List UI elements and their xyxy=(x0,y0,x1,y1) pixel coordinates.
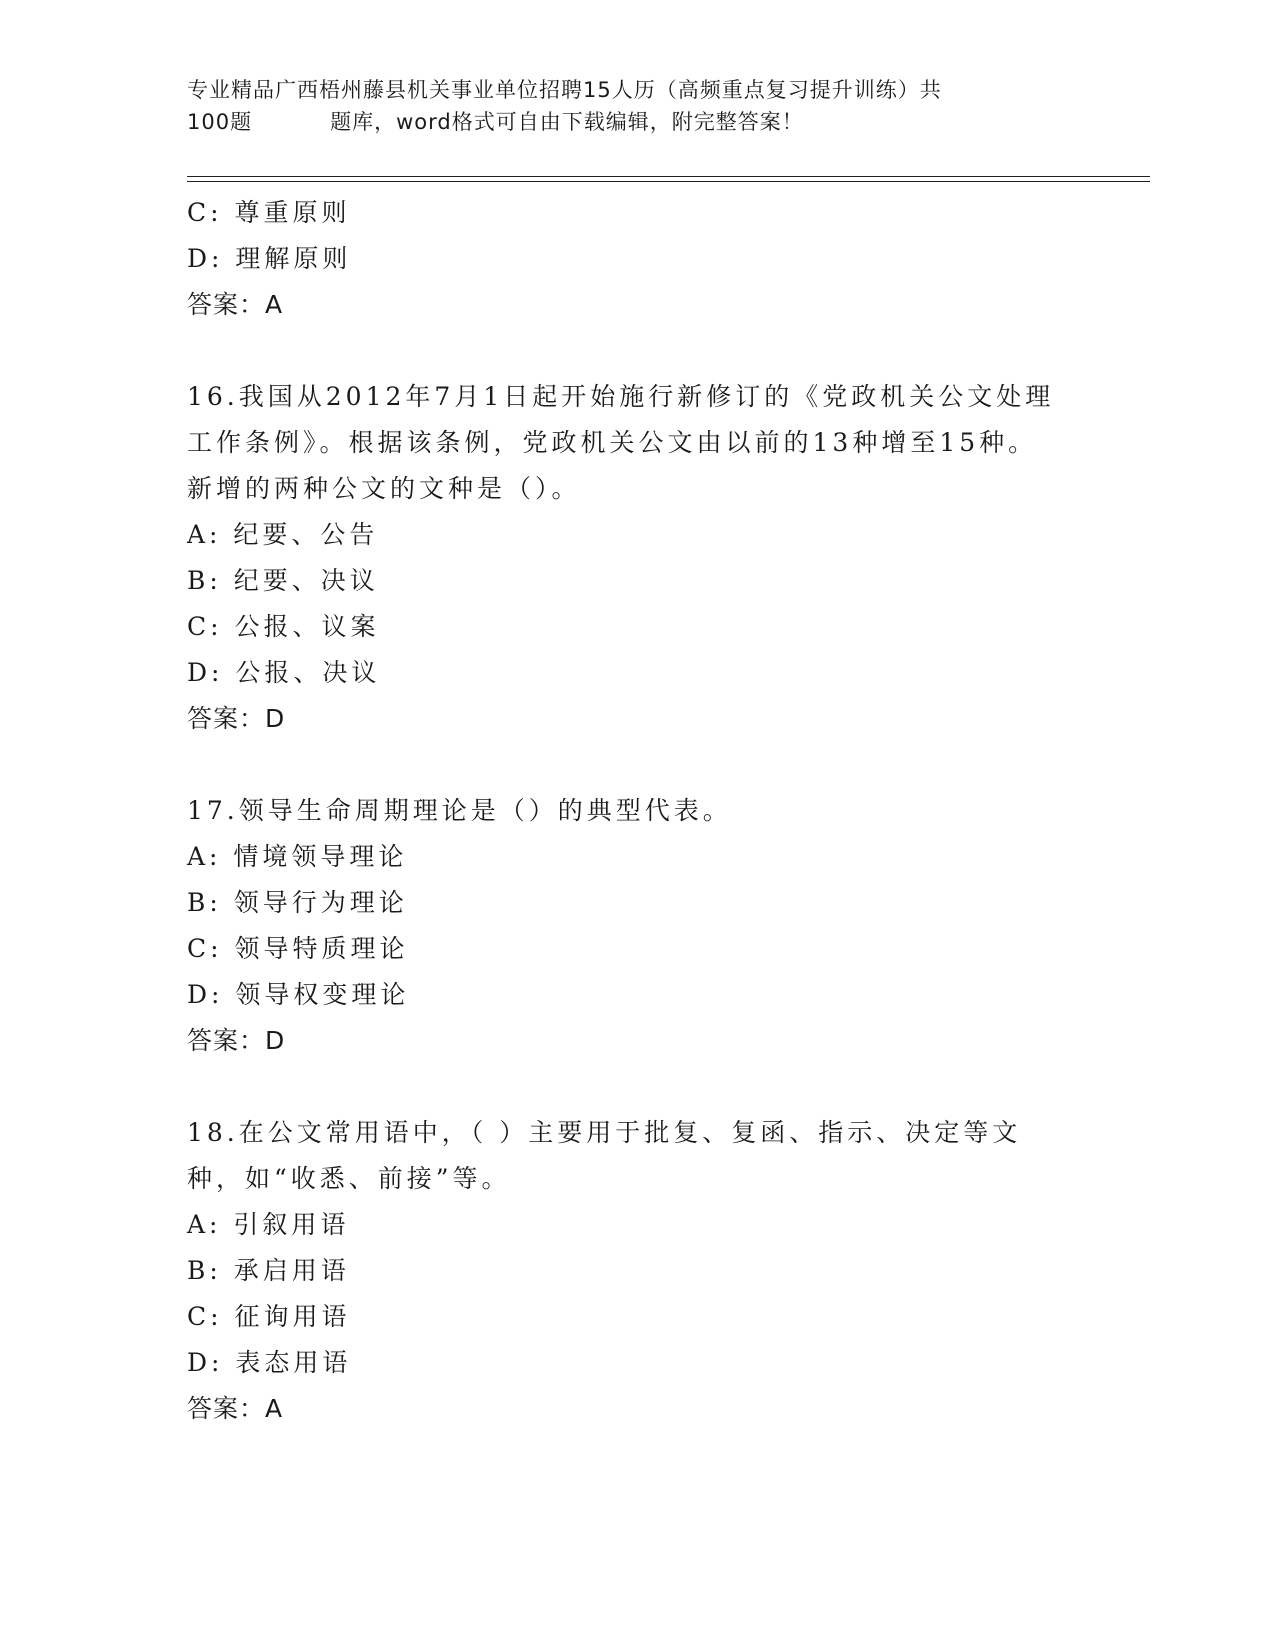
option-d: D: 公报、决议 xyxy=(187,658,381,687)
option-d: D: 理解原则 xyxy=(187,244,352,273)
question-text-line: 工作条例》。根据该条例，党政机关公文由以前的13种增至15种。 xyxy=(187,428,1038,457)
header-line-2-text: 题库，word格式可自由下载编辑，附完整答案！ xyxy=(330,110,804,134)
header-line-1: 专业精品广西梧州藤县机关事业单位招聘15人历（高频重点复习提升训练）共 xyxy=(187,78,942,102)
option-c: C: 征询用语 xyxy=(187,1302,351,1331)
question-block-prev xyxy=(187,190,1087,328)
answer-line: 答案：D xyxy=(187,704,286,733)
option-c: C: 尊重原则 xyxy=(187,198,351,227)
option-c: C: 公报、议案 xyxy=(187,612,380,641)
option-a: A: 情境领导理论 xyxy=(187,842,408,871)
document-header xyxy=(187,74,1087,138)
option-c: C: 领导特质理论 xyxy=(187,934,409,963)
question-block-16 xyxy=(187,374,1087,742)
option-b: B: 纪要、决议 xyxy=(187,566,379,595)
answer-line: 答案：D xyxy=(187,1026,286,1055)
option-d: D: 表态用语 xyxy=(187,1348,352,1377)
question-text-line: 18.在公文常用语中，（ ）主要用于批复、复函、指示、决定等文 xyxy=(187,1118,1022,1147)
answer-line: 答案：A xyxy=(187,290,284,319)
option-b: B: 承启用语 xyxy=(187,1256,350,1285)
option-a: A: 纪要、公告 xyxy=(187,520,379,549)
question-text-line: 16.我国从2012年7月1日起开始施行新修订的《党政机关公文处理 xyxy=(187,382,1055,411)
option-d: D: 领导权变理论 xyxy=(187,980,410,1009)
question-text-line: 新增的两种公文的文种是（）。 xyxy=(187,474,581,503)
question-text-line: 17.领导生命周期理论是（）的典型代表。 xyxy=(187,796,732,825)
question-block-17 xyxy=(187,788,1087,1064)
question-text-line: 种，如“收悉、前接”等。 xyxy=(187,1164,511,1193)
document-body xyxy=(187,190,1087,1478)
option-a: A: 引叙用语 xyxy=(187,1210,350,1239)
header-line-2 xyxy=(187,106,1087,138)
answer-line: 答案：A xyxy=(187,1394,284,1423)
option-b: B: 领导行为理论 xyxy=(187,888,408,917)
header-line-2-count: 100题 xyxy=(187,110,253,134)
header-divider-bottom xyxy=(187,181,1150,182)
question-block-18 xyxy=(187,1110,1087,1432)
header-divider-top xyxy=(187,176,1150,177)
